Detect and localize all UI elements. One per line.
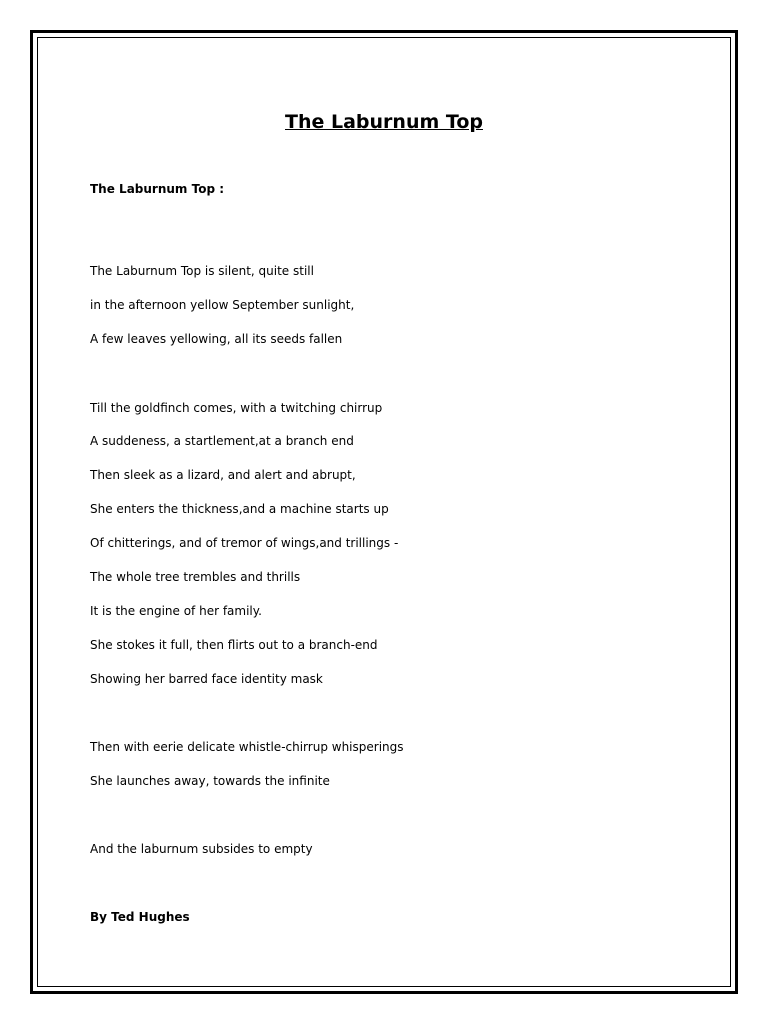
poem-line: Till the goldfinch comes, with a twitching chirrup: [90, 401, 383, 415]
author-byline: By Ted Hughes: [90, 910, 190, 924]
poem-line: A few leaves yellowing, all its seeds fallen: [90, 332, 343, 346]
poem-line: The Laburnum Top is silent, quite still: [90, 264, 314, 278]
poem-line: She enters the thickness,and a machine starts up: [90, 502, 389, 516]
poem-line: A suddeness, a startlement,at a branch end: [90, 434, 354, 448]
poem-heading: The Laburnum Top :: [90, 182, 225, 196]
poem-line: She stokes it full, then flirts out to a branch-end: [90, 638, 378, 652]
poem-line: It is the engine of her family.: [90, 604, 262, 618]
poem-line: Showing her barred face identity mask: [90, 672, 323, 686]
poem-line: She launches away, towards the infinite: [90, 774, 330, 788]
document-title: The Laburnum Top: [285, 111, 483, 133]
poem-line: Of chitterings, and of tremor of wings,and trillings -: [90, 536, 399, 550]
poem-line: in the afternoon yellow September sunlight,: [90, 298, 355, 312]
poem-line: Then with eerie delicate whistle-chirrup whisperings: [90, 740, 404, 754]
poem-line: The whole tree trembles and thrills: [90, 570, 301, 584]
poem-line: And the laburnum subsides to empty: [90, 842, 313, 856]
poem-line: Then sleek as a lizard, and alert and abrupt,: [90, 468, 356, 482]
